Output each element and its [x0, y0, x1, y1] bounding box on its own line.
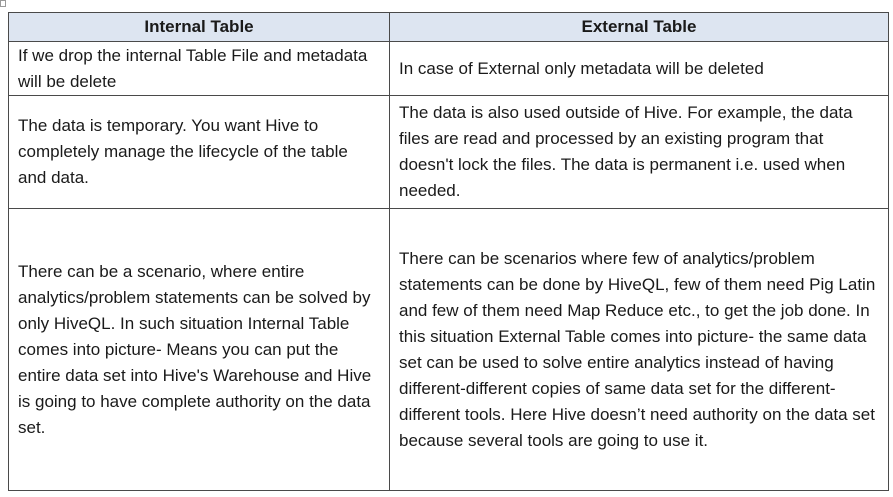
comparison-table — [8, 12, 889, 491]
internal-cell-drop-behavior — [9, 42, 390, 96]
table-row — [9, 209, 889, 491]
external-cell-usage-scenario — [390, 209, 889, 491]
cell-text: There can be scenarios where few of analytics/problem statements can be done by HiveQL, few of them need Pig Latin and few of them need Map Reduce etc., to get the job done. In this situation External Table comes into picture- the same data set can be used to solve entire analytics instead of having different-different copies of same data set for the different-different tools. Here Hive doesn’t need authority on the data set because several tools are going to use it. — [399, 248, 876, 450]
table-row — [9, 42, 889, 96]
header-internal-table: Internal Table — [9, 13, 390, 42]
cell-text: The data is temporary. You want Hive to completely manage the lifecycle of the table and data. — [18, 116, 348, 187]
table-row — [9, 96, 889, 209]
header-row — [9, 13, 889, 42]
cell-text: If we drop the internal Table File and metadata will be delete — [18, 45, 368, 91]
cell-text: In case of External only metadata will be deleted — [399, 58, 764, 78]
internal-cell-usage-scenario — [9, 209, 390, 491]
cell-text: The data is also used outside of Hive. For example, the data files are read and processed by an existing program that doesn't lock the files. The data is permanent i.e. used when needed. — [399, 103, 853, 200]
external-cell-data-lifecycle — [390, 96, 889, 209]
header-external-table: External Table — [390, 13, 889, 42]
external-cell-drop-behavior — [390, 42, 889, 96]
internal-cell-data-lifecycle — [9, 96, 390, 209]
object-anchor-icon — [0, 0, 6, 7]
cell-text: There can be a scenario, where entire analytics/problem statements can be solved by only HiveQL. In such situation Internal Table comes into picture- Means you can put the entire data set into Hive's Warehouse and Hive is going to have complete authority on the data set. — [18, 261, 372, 437]
